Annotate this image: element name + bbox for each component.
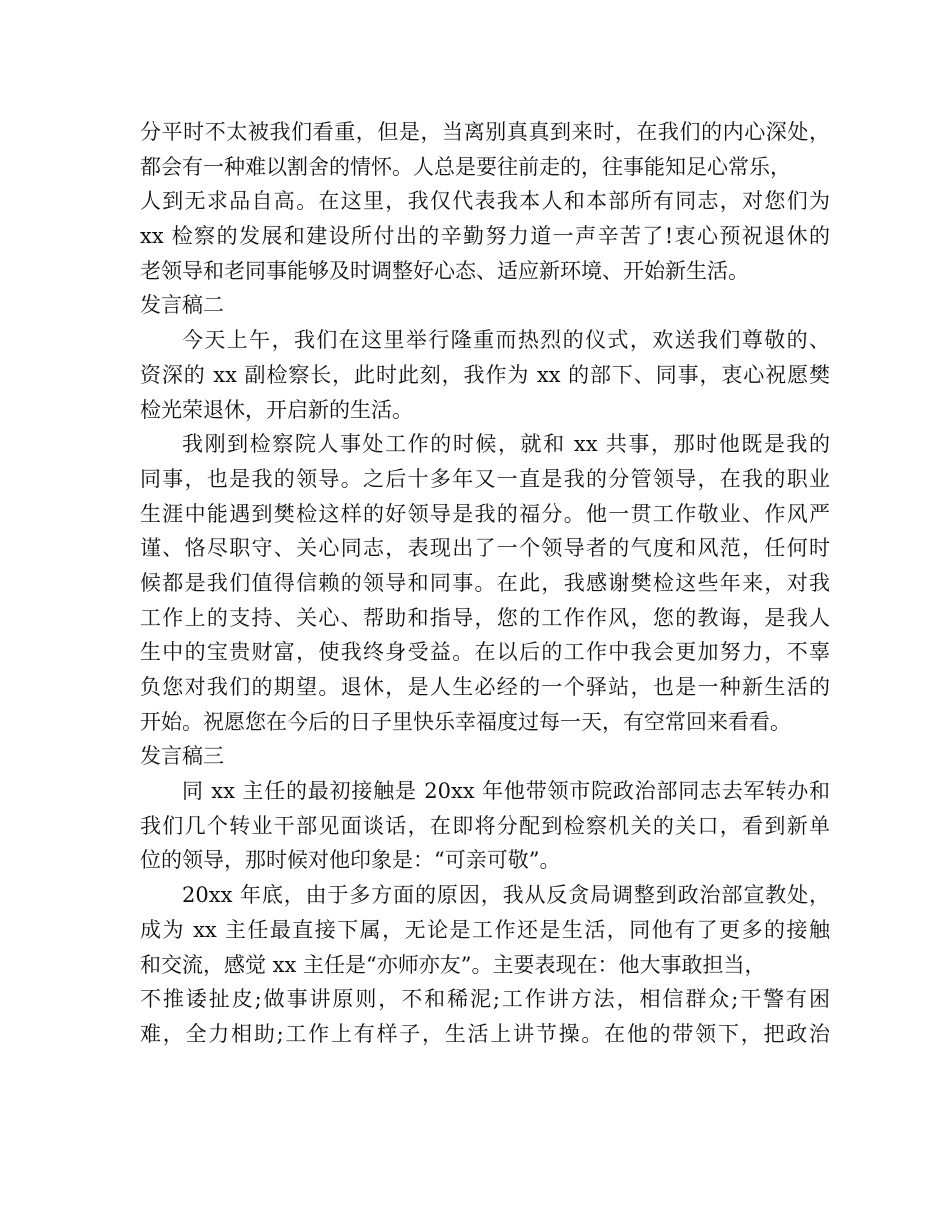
text-line: 候都是我们值得信赖的领导和同事。在此，我感谢樊检这些年来，对我 (140, 570, 830, 595)
text-line: 资深的 xx 副检察长，此时此刻，我作为 xx 的部下、同事，衷心祝愿樊 (140, 362, 830, 387)
text-line: 位的领导，那时候对他印象是：“可亲可敬”。 (140, 848, 561, 873)
text-line: 检光荣退休，开启新的生活。 (140, 397, 413, 422)
text-line: 谨、恪尽职守、关心同志，表现出了一个领导者的气度和风范，任何时 (140, 536, 830, 561)
text-line: 人到无求品自高。在这里，我仅代表我本人和本部所有同志，对您们为 (140, 189, 830, 214)
text-line: 和交流，感觉 xx 主任是“亦师亦友”。主要表现在：他大事敢担当， (140, 952, 766, 977)
text-line: 都会有一种难以割舍的情怀。人总是要往前走的，往事能知足心常乐， (140, 154, 791, 179)
text-line: 分平时不太被我们看重，但是，当离别真真到来时，在我们的内心深处， (140, 120, 830, 144)
section-heading: 发言稿二 (140, 293, 224, 318)
text-line: 20xx 年底，由于多方面的原因，我从反贪局调整到政治部宣教处， (182, 883, 830, 908)
text-line: 同 xx 主任的最初接触是 20xx 年他带领市院政治部同志去军转办和 (182, 779, 830, 804)
text-line: 成为 xx 主任最直接下属，无论是工作还是生活，同他有了更多的接触 (140, 917, 830, 942)
text-line: xx 检察的发展和建设所付出的辛勤努力道一声辛苦了!衷心预祝退休的 (140, 224, 830, 249)
text-line: 不推诿扯皮;做事讲原则，不和稀泥;工作讲方法，相信群众;干警有困 (140, 987, 830, 1012)
document-body (140, 115, 830, 1052)
text-line: 我们几个转业干部见面谈话，在即将分配到检察机关的关口，看到新单 (140, 813, 830, 838)
text-line: 今天上午，我们在这里举行隆重而热烈的仪式，欢送我们尊敬的、 (182, 328, 830, 353)
section-heading: 发言稿三 (140, 744, 224, 769)
text-line: 我刚到检察院人事处工作的时候，就和 xx 共事，那时他既是我的 (182, 432, 830, 457)
text-line: 生中的宝贵财富，使我终身受益。在以后的工作中我会更加努力，不辜 (140, 640, 830, 665)
text-line: 难，全力相助;工作上有样子，生活上讲节操。在他的带领下，把政治 (140, 1021, 830, 1046)
text-line: 生涯中能遇到樊检这样的好领导是我的福分。他一贯工作敬业、作风严 (140, 501, 830, 526)
text-line: 同事，也是我的领导。之后十多年又一直是我的分管领导，在我的职业 (140, 466, 830, 491)
text-line: 负您对我们的期望。退休，是人生必经的一个驿站，也是一种新生活的 (140, 675, 830, 699)
text-line: 老领导和老同事能够及时调整好心态、适应新环境、开始新生活。 (140, 258, 749, 283)
text-line: 开始。祝愿您在今后的日子里快乐幸福度过每一天，有空常回来看看。 (140, 709, 791, 734)
text-line: 工作上的支持、关心、帮助和指导，您的工作作风，您的教诲，是我人 (140, 605, 830, 630)
